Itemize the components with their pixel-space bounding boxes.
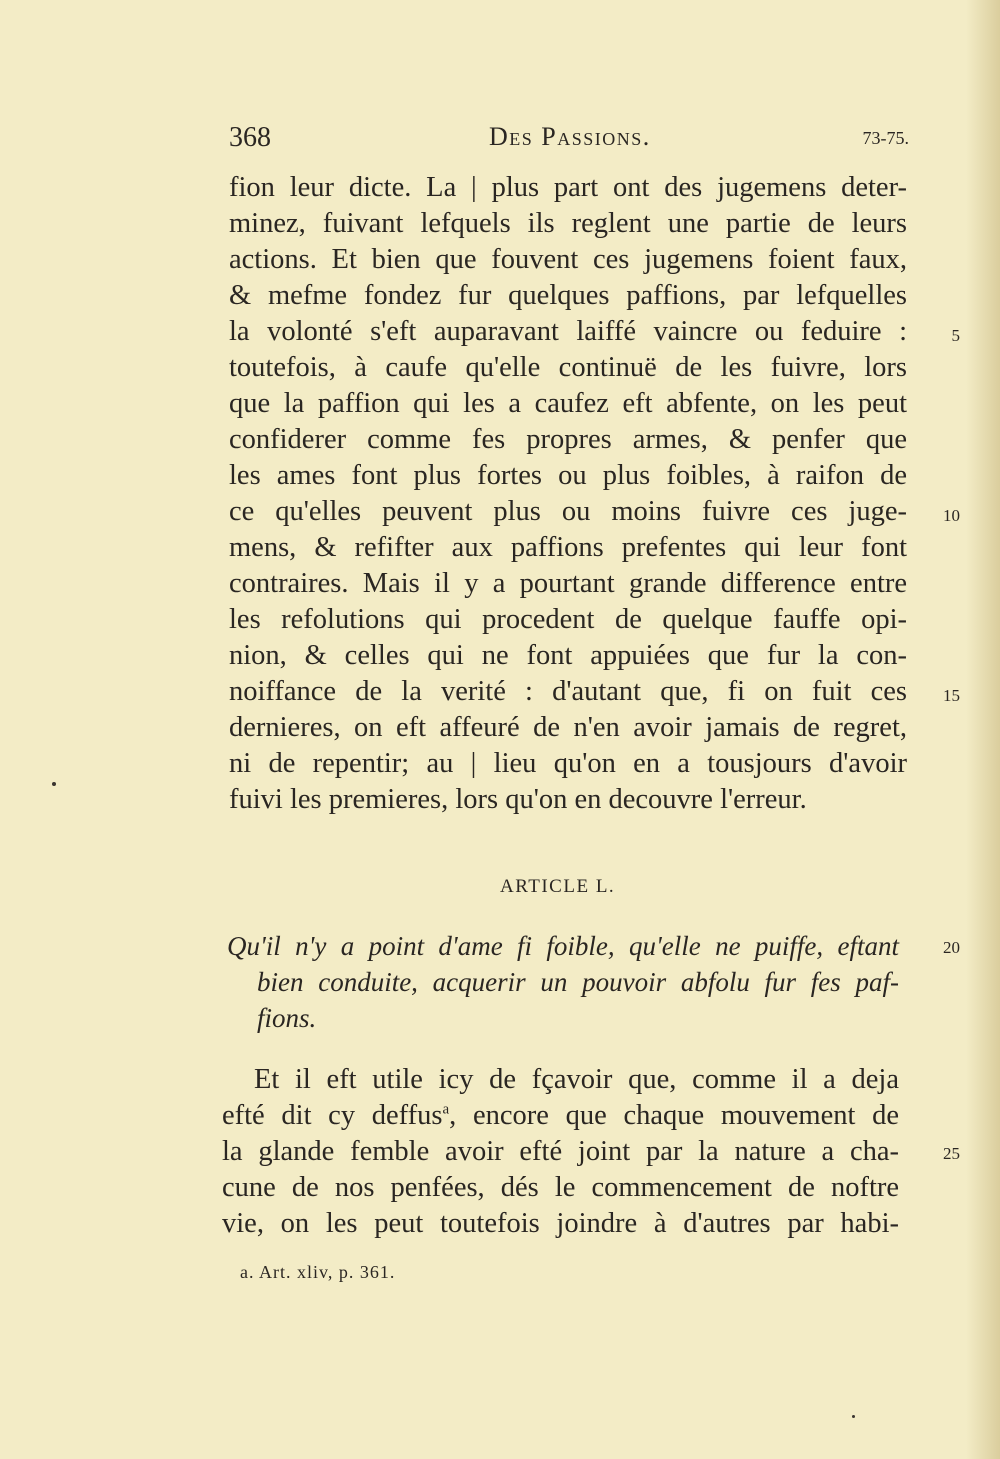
text-line: contraires. Mais il y a pourtant grande difference entre — [229, 568, 907, 599]
text-line: noiffance de la verité : d'autant que, fi on fuit ces — [229, 676, 907, 707]
text-line: Et il eft utile icy de fçavoir que, comme il a deja — [254, 1064, 899, 1095]
text-line: que la paffion qui les a caufez eft abfente, on les peut — [229, 388, 907, 419]
text-line: toutefois, à caufe qu'elle continuë de les fuivre, lors — [229, 352, 907, 383]
article-heading: ARTICLE L. — [500, 876, 616, 897]
line-number: 15 — [943, 686, 960, 705]
text-line: les ames font plus fortes ou plus foibles, à raifon de — [229, 460, 907, 491]
line-number: 25 — [943, 1144, 960, 1163]
text-line: ce qu'elles peuvent plus ou moins fuivre ces juge- — [229, 496, 907, 527]
page-header — [229, 122, 909, 154]
text-line: dernieres, on eft affeuré de n'en avoir jamais de regret, — [229, 712, 907, 743]
text-line: nion, & celles qui ne font appuiées que fur la con- — [229, 640, 907, 671]
text-line: & mefme fondez fur quelques paffions, par lefquelles — [229, 280, 907, 311]
line-number: 10 — [943, 506, 960, 525]
stray-mark — [852, 1415, 855, 1418]
running-title: Des Passions. — [489, 122, 651, 151]
stray-mark — [52, 782, 56, 786]
article-title-line: bien conduite, acquerir un pouvoir abfolu fur fes paf- — [257, 967, 899, 997]
section-range: 73-75. — [862, 128, 909, 148]
text-line: ni de repentir; au | lieu qu'on en a tousjours d'avoir — [229, 748, 907, 779]
article-title-line: fions. — [257, 1003, 317, 1033]
text-line: mens, & refifter aux paffions prefentes qui leur font — [229, 532, 907, 563]
page-edge-shadow — [966, 0, 1000, 1459]
footnote-marker: a — [442, 1101, 450, 1118]
text-line: actions. Et bien que fouvent ces jugemens foient faux, — [229, 244, 907, 275]
text-line: confiderer comme fes propres armes, & penfer que — [229, 424, 907, 455]
text-line: cune de nos penfées, dés le commencement de noftre — [222, 1172, 899, 1203]
text-line: la volonté s'eft auparavant laiffé vaincre ou feduire : — [229, 316, 907, 347]
text-line: minez, fuivant lefquels ils reglent une partie de leurs — [229, 208, 907, 239]
text-line: la glande femble avoir efté joint par la nature a cha- — [222, 1136, 899, 1167]
line-number: 20 — [943, 938, 960, 957]
article-title-line: Qu'il n'y a point d'ame fi foible, qu'elle ne puiffe, eftant — [227, 931, 899, 961]
page-number: 368 — [229, 122, 271, 153]
text-line: fuivi les premieres, lors qu'on en decouvre l'erreur. — [229, 784, 807, 815]
text-line: vie, on les peut toutefois joindre à d'autres par habi- — [222, 1208, 899, 1239]
footnote: a. Art. xliv, p. 361. — [240, 1262, 396, 1282]
text-fragment: , encore que chaque mouvement de — [449, 1100, 899, 1131]
text-line: fion leur dicte. La | plus part ont des jugemens deter- — [229, 172, 907, 203]
text-line — [222, 1098, 899, 1134]
text-fragment: efté dit cy deffus — [222, 1100, 443, 1131]
line-number: 5 — [951, 326, 960, 345]
text-line: les refolutions qui procedent de quelque fauffe opi- — [229, 604, 907, 635]
